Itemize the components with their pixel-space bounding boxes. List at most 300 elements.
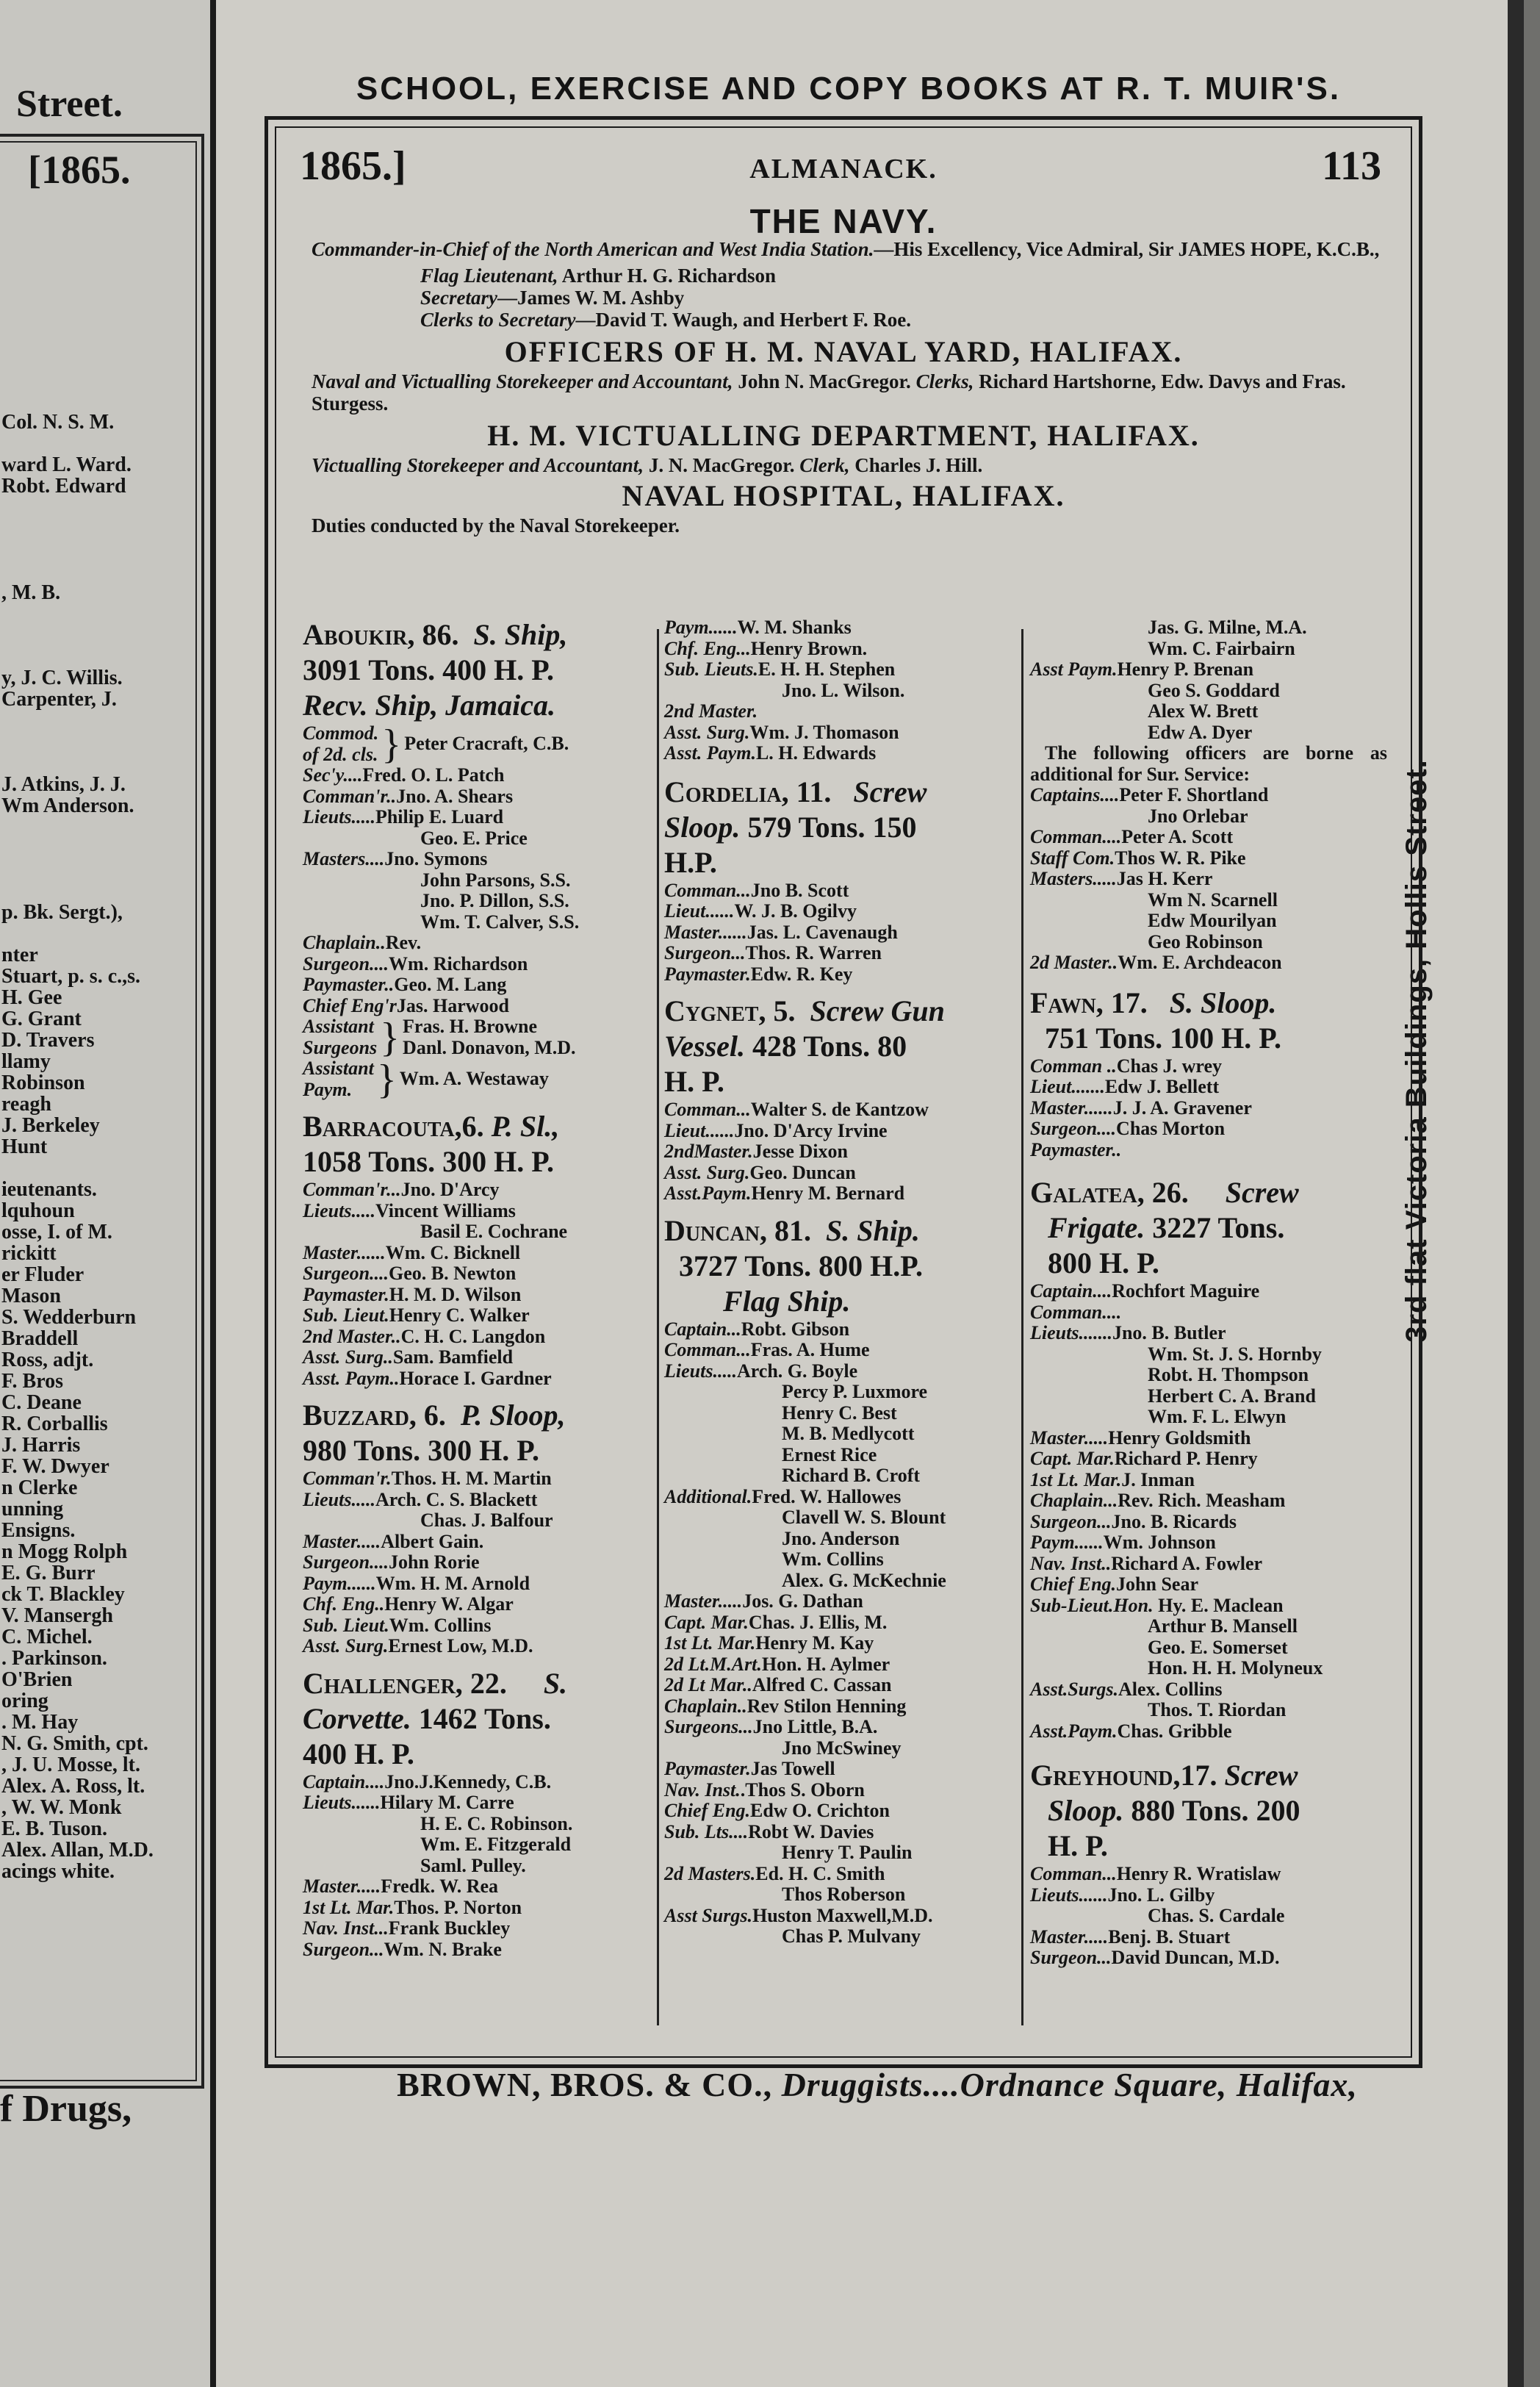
officer-name: W. M. Shanks xyxy=(737,617,852,638)
left-page-line: nter xyxy=(1,944,38,966)
left-page-line: V. Mansergh xyxy=(1,1604,113,1627)
officer-row xyxy=(1030,1281,1387,1302)
ship-name: Challenger, xyxy=(303,1666,463,1700)
officer-name: Benj. B. Stuart xyxy=(1108,1925,1231,1948)
officer-list xyxy=(1030,617,1387,743)
officer-rank: 2d Master.. xyxy=(1030,952,1118,973)
ship-tonnage xyxy=(664,1029,1017,1064)
officer-name: Danl. Donavon, M.D. xyxy=(403,1036,576,1058)
left-page-line: Ross, adjt. xyxy=(1,1349,94,1371)
officer-row xyxy=(1030,827,1387,848)
column-2 xyxy=(664,617,1017,2047)
ship-type: Screw xyxy=(1225,1176,1299,1209)
ship-name: Cordelia, xyxy=(664,775,789,808)
officer-name: Rev. xyxy=(385,932,422,953)
officer-row xyxy=(303,1285,655,1306)
officer-rank: Capt. Mar. xyxy=(1030,1448,1115,1469)
officer-rank: Sub. Lieut. xyxy=(303,1614,389,1636)
officer-name: Chas P. Mulvany xyxy=(782,1925,921,1947)
officer-rank: Chaplain.. xyxy=(664,1695,747,1717)
officer-row xyxy=(303,1814,655,1835)
officer-rank: Asst.Paym. xyxy=(664,1182,752,1204)
ship-tons: 428 Tons. 80 xyxy=(745,1030,907,1063)
officer-row xyxy=(303,1918,655,1939)
ship-horsepower: 400 H. P. xyxy=(303,1737,414,1770)
officer-list xyxy=(1030,785,1387,974)
ship-tonnage: 1058 Tons. 300 H. P. xyxy=(303,1145,554,1178)
ship-name: Greyhound, xyxy=(1030,1759,1181,1792)
ship-barracouta xyxy=(303,1109,655,1389)
officer-row xyxy=(303,1772,655,1793)
officer-row xyxy=(1030,1532,1387,1554)
officer-name: Wm. Collins xyxy=(389,1614,492,1636)
officer-rank: Master..... xyxy=(664,1590,743,1612)
officer-name: Fred. W. Hallowes xyxy=(752,1485,902,1507)
officer-row xyxy=(1030,785,1387,806)
ship-galatea xyxy=(1030,1175,1387,1742)
officer-name: Henry M. Kay xyxy=(755,1632,874,1654)
officer-row xyxy=(303,1243,655,1264)
officer-name: Geo. E. Price xyxy=(420,827,528,849)
officer-name: Thos. P. Norton xyxy=(394,1896,522,1918)
ship-aboukir xyxy=(303,617,655,1100)
officer-name: Jas. Harwood xyxy=(396,994,509,1016)
officer-rank: Master..... xyxy=(1030,1426,1109,1449)
officer-rank: Chaplain.. xyxy=(303,932,386,953)
ship-name: Buzzard, xyxy=(303,1399,417,1432)
officer-row xyxy=(303,1221,655,1243)
officer-rank: Surgeons xyxy=(303,1036,378,1058)
officer-rank: Paym...... xyxy=(1030,1532,1104,1553)
officer-name: Thos. R. Warren xyxy=(745,942,882,963)
ship-role xyxy=(664,1284,1017,1319)
ship-type: S. Ship. xyxy=(826,1213,920,1247)
commander-text: —His Excellency, Vice Admiral, Sir JAMES HOPE, K.C.B., xyxy=(874,238,1380,260)
officer-rank: Chaplain... xyxy=(1030,1490,1118,1511)
officer-name: E. H. H. Stephen xyxy=(758,658,896,680)
officer-row xyxy=(664,1445,1017,1466)
left-page-line: acings white. xyxy=(1,1860,115,1883)
officer-name: Horace I. Gardner xyxy=(399,1367,552,1389)
ship-class: Vessel. xyxy=(664,1030,745,1063)
officer-name: Jas. G. Milne, M.A. xyxy=(1148,617,1307,638)
officer-rank: Asst. Surg. xyxy=(664,1161,750,1183)
officer-name: Fras. H. Browne xyxy=(403,1016,537,1037)
officer-name: Fras. A. Hume xyxy=(750,1339,870,1360)
left-page-line xyxy=(0,838,210,859)
officer-name: Geo S. Goddard xyxy=(1148,679,1280,701)
officer-rank: Lieuts....... xyxy=(1030,1322,1112,1343)
officer-name: Geo Robinson xyxy=(1148,930,1263,952)
left-page-line: . Parkinson. xyxy=(1,1647,107,1670)
top-advert-banner: SCHOOL, EXERCISE AND COPY BOOKS AT R. T. MUIR'S. xyxy=(356,71,1342,107)
officer-name: Jno. D'Arcy Irvine xyxy=(734,1119,888,1141)
officer-name: Geo. B. Newton xyxy=(389,1263,517,1284)
ship-name: Galatea, xyxy=(1030,1176,1145,1209)
left-page-line: Stuart, p. s. c.,s. xyxy=(1,965,141,988)
naval-yard-text xyxy=(295,370,1392,414)
ship-type: P. Sl., xyxy=(491,1110,560,1143)
left-page-line: G. Grant xyxy=(1,1008,82,1030)
left-page-line xyxy=(0,923,210,944)
staff-row xyxy=(420,287,1392,309)
officer-rank: Paymaster.. xyxy=(1030,1138,1122,1160)
officer-name: Saml. Pulley. xyxy=(420,1854,526,1876)
officer-row xyxy=(664,1738,1017,1759)
officer-name: Chas. Gribble xyxy=(1117,1720,1232,1742)
officer-row xyxy=(303,954,655,975)
officer-row xyxy=(664,1801,1017,1822)
ship-tonnage xyxy=(303,1701,655,1737)
ship-buzzard xyxy=(303,1398,655,1657)
officer-name: Ernest Rice xyxy=(782,1443,877,1465)
officer-name: Henry P. Brenan xyxy=(1117,658,1254,680)
officer-row xyxy=(1030,659,1387,681)
officer-name: Jno McSwiney xyxy=(782,1737,902,1759)
ship-type: S. Sloop. xyxy=(1169,986,1277,1019)
officer-row xyxy=(1030,1885,1387,1906)
officer-name: Jas. L. Cavenaugh xyxy=(746,921,898,943)
officer-row xyxy=(303,1615,655,1637)
officer-name: Frank Buckley xyxy=(388,1917,511,1939)
officer-rank: Lieut...... xyxy=(664,900,735,922)
officer-name: Edw O. Crichton xyxy=(750,1800,890,1821)
officer-name: Jesse Dixon xyxy=(752,1141,848,1162)
officer-rank: Comman... xyxy=(1030,1863,1117,1884)
officer-name: Sam. Bamfield xyxy=(392,1346,514,1368)
officer-name: Wm. F. L. Elwyn xyxy=(1148,1406,1287,1427)
left-page-line: ieutenants. xyxy=(1,1178,97,1201)
officer-row xyxy=(1030,1407,1387,1428)
officer-rank: Master..... xyxy=(303,1876,381,1897)
navy-staff-list xyxy=(295,265,1392,331)
left-page-line: , J. U. Mosse, lt. xyxy=(1,1754,140,1776)
officer-name: Chas. S. Cardale xyxy=(1148,1905,1285,1926)
left-page-line: p. Bk. Sergt.), xyxy=(1,901,123,924)
staff-rank: Secretary xyxy=(420,287,497,309)
ship-title xyxy=(303,1398,655,1433)
ship-title xyxy=(303,1109,655,1144)
officer-row xyxy=(1030,1140,1387,1161)
officer-name: Jos. G. Dathan xyxy=(742,1590,863,1612)
officer-rank: Paymaster. xyxy=(664,963,751,985)
officer-row xyxy=(1030,1595,1387,1617)
officer-name: Peter F. Shortland xyxy=(1119,784,1269,805)
officer-name: Jas Towell xyxy=(750,1758,835,1779)
ship-guns: 17. xyxy=(1180,1759,1217,1792)
ship-station xyxy=(303,688,655,723)
section-title-naval-yard: OFFICERS OF H. M. NAVAL YARD, HALIFAX. xyxy=(504,335,1183,368)
officer-name: Edw Mourilyan xyxy=(1148,910,1277,931)
officer-rank: Chf. Eng... xyxy=(664,637,751,659)
officer-row xyxy=(303,1834,655,1856)
left-page-footer: f Drugs, xyxy=(0,2088,132,2130)
officer-name: Wm. E. Fitzgerald xyxy=(420,1834,572,1855)
officer-row xyxy=(664,943,1017,964)
ship-role-text: Flag Ship. xyxy=(723,1284,851,1318)
left-page-line: n Clerke xyxy=(1,1476,78,1499)
officer-list xyxy=(303,1468,655,1657)
left-page-line xyxy=(0,518,210,539)
officer-rank: Comman .. xyxy=(1030,1055,1117,1077)
officer-rank: Surgeon.... xyxy=(303,1551,389,1573)
officer-rank: Sub-Lieut.Hon. xyxy=(1030,1594,1154,1616)
officer-row xyxy=(1030,952,1387,974)
officer-rank: Paymaster.. xyxy=(303,974,395,995)
officer-rank: Sub. Lieuts. xyxy=(664,658,758,680)
officer-row xyxy=(1030,722,1387,744)
left-page-year: [1865. xyxy=(28,148,131,192)
officer-row xyxy=(303,1594,655,1615)
officer-row xyxy=(303,1636,655,1657)
ship-station-text: Recv. Ship, Jamaica. xyxy=(303,689,556,722)
officer-name: Alex. G. McKechnie xyxy=(782,1569,946,1591)
ship-duncan xyxy=(664,1213,1017,1948)
book-gutter xyxy=(210,0,216,2387)
left-page-line: er Fluder xyxy=(1,1263,84,1286)
left-page-line: unning xyxy=(1,1498,64,1521)
ship-title xyxy=(1030,986,1387,1021)
officer-row xyxy=(1030,806,1387,828)
officer-row xyxy=(303,891,655,912)
officer-list xyxy=(664,617,1017,764)
officer-row xyxy=(1030,1365,1387,1386)
officer-name: Henry M. Bernard xyxy=(751,1182,905,1204)
officer-name: Hy. E. Maclean xyxy=(1153,1594,1284,1616)
officer-rank: Chief Eng. xyxy=(664,1800,751,1821)
officer-row xyxy=(664,1183,1017,1205)
left-page-line: oring xyxy=(1,1690,48,1712)
officer-name: Thos. H. M. Martin xyxy=(391,1468,552,1489)
officer-rank: Chief Eng. xyxy=(1030,1573,1117,1595)
left-page-line: Braddell xyxy=(1,1327,79,1350)
officer-row xyxy=(1030,701,1387,722)
left-page-line xyxy=(0,753,210,774)
officer-name: Jno. B. Butler xyxy=(1112,1322,1226,1343)
officer-row xyxy=(303,870,655,891)
section-title-navy: THE NAVY. xyxy=(749,202,938,240)
officer-row xyxy=(664,1465,1017,1487)
officer-rank: Comman... xyxy=(664,1099,751,1120)
officer-row xyxy=(664,1633,1017,1654)
ship-tons: 880 Tons. 200 xyxy=(1123,1794,1300,1827)
officer-name: L. H. Edwards xyxy=(755,742,877,764)
officer-name: Wm. C. Bicknell xyxy=(385,1241,521,1263)
running-header xyxy=(295,137,1392,195)
officer-row xyxy=(303,1180,655,1201)
ship-guns: 86. xyxy=(414,618,459,651)
officer-name: Robt W. Davies xyxy=(748,1820,874,1842)
page-number: 113 xyxy=(1322,143,1381,189)
officer-name: Thos W. R. Pike xyxy=(1115,847,1246,869)
officer-name: Clavell W. S. Blount xyxy=(782,1507,946,1528)
officer-name: Basil E. Cochrane xyxy=(420,1221,568,1242)
officer-row xyxy=(664,964,1017,986)
officer-rank: Captain.... xyxy=(303,1770,385,1792)
officer-row xyxy=(303,1532,655,1553)
officer-name: Thos. T. Riordan xyxy=(1148,1699,1287,1720)
officer-rank: Paym. xyxy=(303,1078,353,1100)
officer-row xyxy=(664,701,1017,722)
section-title-victualling: H. M. VICTUALLING DEPARTMENT, HALIFAX. xyxy=(487,419,1200,452)
officer-row xyxy=(664,1884,1017,1906)
ship-greyhound xyxy=(1030,1758,1387,1969)
officer-row xyxy=(1030,911,1387,932)
left-page-line: , M. B. xyxy=(1,581,61,604)
officer-rank: Sub. Lts.... xyxy=(664,1820,749,1842)
left-page-line: E. G. Burr xyxy=(1,1562,96,1584)
officer-row xyxy=(1030,848,1387,869)
left-page-line: Mason xyxy=(1,1285,61,1307)
naval-yard-clerks: Richard Hartshorne, Edw. Davys and Fras. Sturgess. xyxy=(312,370,1346,414)
officer-row xyxy=(664,617,1017,639)
officer-name: Wm. H. M. Arnold xyxy=(375,1572,530,1594)
staff-rank: Flag Lieutenant, xyxy=(420,265,558,287)
left-page-line: C. Michel. xyxy=(1,1626,93,1648)
ship-guns: 22. xyxy=(462,1666,507,1700)
officer-name: John Parsons, S.S. xyxy=(420,869,571,891)
officer-name: Jno. B. Ricards xyxy=(1111,1510,1237,1532)
ship-name: Duncan, xyxy=(664,1213,767,1247)
section-title-hospital: NAVAL HOSPITAL, HALIFAX. xyxy=(622,479,1065,512)
ship-horsepower: H.P. xyxy=(664,845,717,879)
officer-row xyxy=(303,1490,655,1511)
officer-rank: Sub. Lieut. xyxy=(303,1304,389,1326)
officer-name: Wm. Richardson xyxy=(389,952,528,974)
page-content xyxy=(295,137,1392,2047)
officer-row xyxy=(664,1319,1017,1340)
officer-rank: 2d Lt Mar.. xyxy=(664,1674,752,1695)
officer-row xyxy=(1030,1098,1387,1119)
brace: } xyxy=(381,721,402,767)
advert-company: BROWN, BROS. & CO., xyxy=(397,2066,773,2103)
officer-name: Jno B. Scott xyxy=(750,879,849,901)
victualling-name: J. N. MacGregor. xyxy=(644,454,800,476)
officer-rank: Comman.... xyxy=(1030,826,1122,847)
officer-name: Wm. E. Archdeacon xyxy=(1118,952,1282,973)
officer-name: Albert Gain. xyxy=(381,1530,484,1552)
officer-rank: Sec'y.... xyxy=(303,764,363,786)
officer-name: Chas. J. Balfour xyxy=(420,1510,553,1531)
ship-horsepower: H. P. xyxy=(664,1065,724,1098)
naval-yard-label: Naval and Victualling Storekeeper and Accountant, xyxy=(312,370,733,392)
officer-name: Wm. N. Brake xyxy=(384,1938,502,1960)
officer-name: Jno. P. Dillon, S.S. xyxy=(420,890,569,911)
officer-name: Hon. H. Aylmer xyxy=(761,1653,890,1675)
ship-challenger xyxy=(303,1666,655,1961)
officer-row xyxy=(1030,1449,1387,1470)
officer-rank: Asst. Surg.. xyxy=(303,1346,393,1368)
officer-row xyxy=(664,1121,1017,1142)
ship-class: Sloop. xyxy=(1048,1794,1124,1827)
officer-row xyxy=(664,1403,1017,1424)
left-page-heading: Street. xyxy=(16,83,123,125)
brace: } xyxy=(380,1014,400,1060)
officer-rank: 2ndMaster. xyxy=(664,1141,753,1162)
ship-name: Barracouta, xyxy=(303,1110,462,1143)
officer-name: .Thos S. Oborn xyxy=(740,1778,865,1801)
officer-rank: Captain.... xyxy=(1030,1280,1112,1302)
officer-name: Chas. J. Ellis, M. xyxy=(748,1611,888,1633)
officer-row xyxy=(664,1759,1017,1780)
officer-row xyxy=(664,1099,1017,1121)
ship-tons: 3227 Tons. xyxy=(1145,1211,1285,1244)
officer-row xyxy=(303,996,655,1017)
officer-row xyxy=(1030,932,1387,953)
officer-row xyxy=(664,1529,1017,1550)
left-page-line: E. B. Tuson. xyxy=(1,1817,107,1840)
ship-type: Screw Gun xyxy=(810,994,945,1027)
officer-name: C. H. C. Langdon xyxy=(400,1325,546,1347)
officer-name: Hon. H. H. Molyneux xyxy=(1148,1657,1323,1679)
officer-name: W. J. B. Ogilvy xyxy=(734,900,857,922)
officer-name: Richard B. Croft xyxy=(782,1465,921,1486)
officer-rank: Lieuts..... xyxy=(303,1488,375,1510)
officer-row xyxy=(1030,869,1387,890)
officer-rank: Lieuts..... xyxy=(303,1199,375,1221)
ship-title xyxy=(664,775,1017,810)
officer-name: Alfred C. Cassan xyxy=(752,1674,892,1695)
officer-rank: Surgeon... xyxy=(1030,1947,1112,1968)
ship-type: P. Sloop, xyxy=(460,1399,566,1432)
officer-row-asst-surgeons xyxy=(303,1016,655,1058)
left-page-line xyxy=(0,625,210,646)
staff-name: Arthur H. G. Richardson xyxy=(558,265,777,287)
left-page-line: H. Gee xyxy=(1,986,62,1009)
ship-name: Aboukir, xyxy=(303,618,415,651)
officer-name: J. J. A. Gravener xyxy=(1112,1096,1252,1119)
officer-rank: Paymaster. xyxy=(664,1758,751,1779)
ship-tonnage: 3091 Tons. 400 H. P. xyxy=(303,653,554,686)
officer-name: John Sear xyxy=(1116,1573,1198,1595)
officer-row xyxy=(303,1368,655,1390)
header-title: ALMANACK. xyxy=(749,154,938,184)
officer-rank: Masters.... xyxy=(303,848,385,869)
officer-row xyxy=(1030,1948,1387,1969)
officer-row xyxy=(664,1675,1017,1696)
officer-name: Rev. Rich. Measham xyxy=(1118,1490,1286,1511)
officer-list xyxy=(303,1772,655,1961)
officer-rank: Asst. Paym.. xyxy=(303,1367,400,1389)
ship-title xyxy=(303,1666,655,1701)
side-advert-banner: 3rd flat Victoria Buildings, Hollis Street. xyxy=(1400,759,1433,1343)
officer-name: John Rorie xyxy=(389,1551,480,1573)
left-page-line: F. W. Dwyer xyxy=(1,1455,109,1478)
officer-row xyxy=(664,1507,1017,1529)
officer-list xyxy=(1030,1056,1387,1161)
left-page-line: y, J. C. Willis. xyxy=(1,667,123,689)
officer-rank: Comman'r... xyxy=(303,1179,401,1200)
ship-guns: 11. xyxy=(788,775,832,808)
ship-guns: 26. xyxy=(1144,1176,1189,1209)
officer-name: Philip E. Luard xyxy=(375,806,504,828)
officer-rank: Asst. Surg. xyxy=(303,1635,389,1656)
ship-class: Sloop. xyxy=(664,810,741,844)
officer-row xyxy=(1030,1679,1387,1701)
officer-rank: 1st Lt. Mar. xyxy=(1030,1468,1122,1490)
officer-list xyxy=(1030,1864,1387,1969)
officer-name: Chas J. wrey xyxy=(1116,1055,1222,1077)
officer-row xyxy=(664,1926,1017,1948)
officer-rank: Staff Com. xyxy=(1030,847,1115,869)
officer-row xyxy=(1030,1554,1387,1575)
officer-row xyxy=(1030,1490,1387,1512)
officer-rank: Paym...... xyxy=(303,1572,376,1594)
officer-rank: Master..... xyxy=(1030,1925,1109,1948)
officer-row xyxy=(664,1654,1017,1676)
officer-row xyxy=(1030,1323,1387,1344)
additional-officers-note: The following officers are borne as additional for Sur. Service: xyxy=(1030,742,1387,785)
